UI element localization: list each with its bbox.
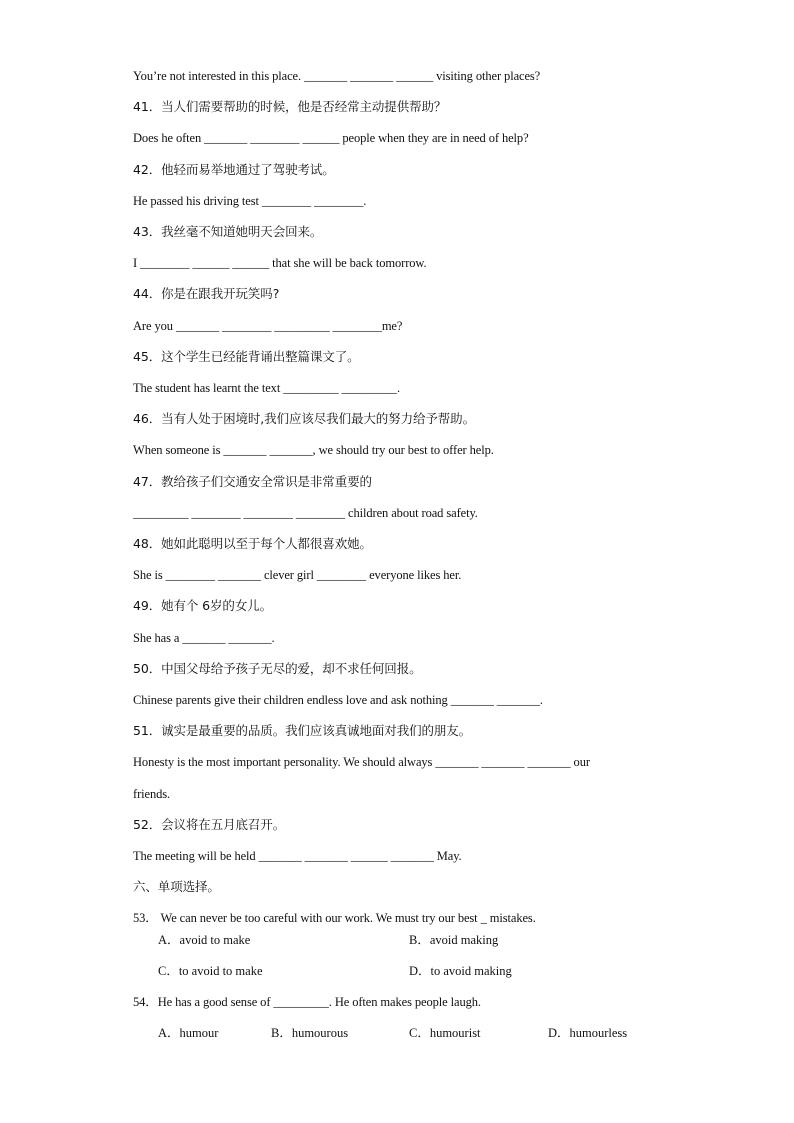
question-line: 46．当有人处于困境时,我们应该尽我们最大的努力给予帮助。 (133, 411, 475, 427)
question-line: 42．他轻而易举地通过了驾驶考试。 (133, 161, 335, 177)
question-line: 49．她有个 6岁的女儿。 (133, 598, 273, 614)
question-line: 41．当人们需要帮助的时候，他是否经常主动提供帮助？ (133, 99, 447, 115)
q53-option-c: C．to avoid to make (158, 964, 263, 978)
question-line: 47．教给孩子们交通安全常识是非常重要的 (133, 473, 372, 489)
question-line: 51．诚实是最重要的品质。我们应该真诚地面对我们的朋友。 (133, 723, 472, 739)
q54-option-b: B．humourous (271, 1026, 349, 1040)
answer-line: You’re not interested in this place. _______ _______ ______ visiting other places? (133, 69, 541, 83)
q54-prompt: 54．He has a good sense of _________. He often makes people laugh. (133, 995, 481, 1009)
answer-line: Does he often _______ ________ ______ people when they are in need of help? (133, 131, 529, 146)
answer-line: 53． We can never be too careful with our work. We must try our best _ mistakes. (133, 911, 536, 926)
answer-line: Chinese parents give their children endless love and ask nothing _______ _______. (133, 693, 543, 707)
answer-line: She is ________ _______ clever girl ________ everyone likes her. (133, 568, 462, 583)
answer-line: The meeting will be held _______ _______ ______ _______ May. (133, 849, 462, 863)
question-line: 六、单项选择。 (133, 879, 220, 895)
answer-line: I ________ ______ ______ that she will be back tomorrow. (133, 256, 427, 271)
q54-option-a: A．humour (158, 1026, 219, 1040)
question-line: 48．她如此聪明以至于每个人都很喜欢她。 (133, 536, 372, 551)
question-line: 44．你是在跟我开玩笑吗? (133, 286, 280, 302)
answer-line: She has a _______ _______. (133, 630, 275, 645)
q54-option-c: C．humourist (409, 1026, 481, 1040)
question-line: 50．中国父母给予孩子无尽的爱，却不求任何回报。 (133, 660, 422, 676)
question-line: 43．我丝毫不知道她明天会回来。 (133, 224, 323, 239)
answer-line: The student has learnt the text _________ _________. (133, 381, 400, 395)
answer-line: When someone is _______ _______, we should try our best to offer help. (133, 443, 494, 458)
q53-option-a: A．avoid to make (158, 933, 251, 947)
answer-line: _________ ________ ________ ________ children about road safety. (133, 505, 478, 520)
question-line: 45．这个学生已经能背诵出整篇课文了。 (133, 348, 360, 364)
q53-option-d: D．to avoid making (409, 964, 512, 978)
answer-line: Honesty is the most important personality. We should always _______ _______ _______ our (133, 755, 590, 770)
answer-line: Are you _______ ________ _________ ________me? (133, 318, 403, 333)
q54-option-d: D．humourless (548, 1026, 628, 1040)
answer-line: friends. (133, 786, 171, 801)
q53-option-b: B．avoid making (409, 933, 499, 947)
question-line: 52．会议将在五月底召开。 (133, 816, 286, 832)
answer-line: He passed his driving test ________ ________. (133, 193, 367, 208)
